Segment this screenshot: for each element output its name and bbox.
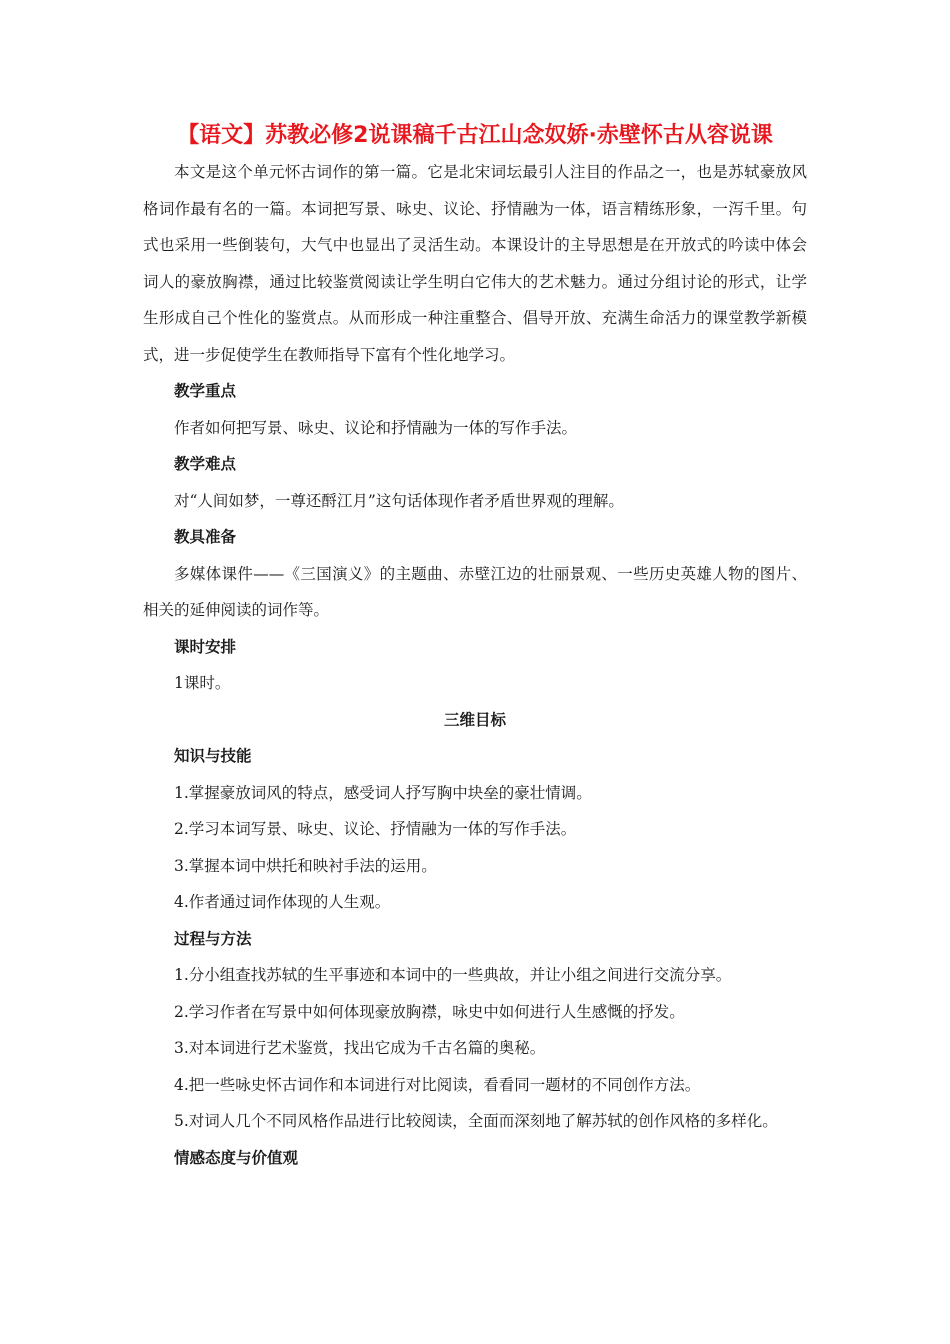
heading-key-points: 教学重点 xyxy=(174,382,237,400)
knowledge-item: 3.掌握本词中烘托和映衬手法的运用。 xyxy=(174,856,437,875)
process-item: 4.把一些咏史怀古词作和本词进行对比阅读，看看同一题材的不同创作方法。 xyxy=(174,1075,701,1094)
process-item: 2.学习作者在写景中如何体现豪放胸襟，咏史中如何进行人生感慨的抒发。 xyxy=(174,1002,685,1021)
heading-materials: 教具准备 xyxy=(174,528,237,546)
process-item: 3.对本词进行艺术鉴赏，找出它成为千古名篇的奥秘。 xyxy=(174,1039,546,1057)
knowledge-item: 2.学习本词写景、咏史、议论、抒情融为一体的写作手法。 xyxy=(174,820,577,838)
text-key-points: 作者如何把写景、咏史、议论和抒情融为一体的写作手法。 xyxy=(174,418,578,437)
process-item: 1.分小组查找苏轼的生平事迹和本词中的一些典故，并让小组之间进行交流分享。 xyxy=(174,966,732,984)
knowledge-item: 1.掌握豪放词风的特点，感受词人抒写胸中块垒的豪壮情调。 xyxy=(174,783,592,802)
document-page xyxy=(143,118,807,1176)
heading-attitude: 情感态度与价值观 xyxy=(174,1148,299,1167)
process-item: 5.对词人几个不同风格作品进行比较阅读，全面而深刻地了解苏轼的创作风格的多样化。 xyxy=(174,1112,778,1130)
heading-three-goals: 三维目标 xyxy=(443,710,506,729)
heading-knowledge: 知识与技能 xyxy=(174,747,252,765)
knowledge-item: 4.作者通过词作体现的人生观。 xyxy=(174,893,391,911)
text-schedule: 1课时。 xyxy=(174,674,231,692)
intro-paragraph: 本文是这个单元怀古词作的第一篇。它是北宋词坛最引人注目的作品之一，也是苏轼豪放风格词作最有名的一篇。本词把写景、咏史、议论、抒情融为一体，语言精练形象，一泻千里。句式也采用一些倒装句，大气中也显出了灵活生动。本课设计的主导思想是在开放式的吟读中体会词人的豪放胸襟，通过比较鉴赏阅读让学生明白它伟大的艺术魅力。通过分组讨论的形式，让学生形成自己个性化的鉴赏点。从而形成一种注重整合、倡导开放、充满生命活力的课堂教学新模式，进一步促使学生在教师指导下富有个性化地学习。 xyxy=(143,163,807,364)
heading-process: 过程与方法 xyxy=(174,929,252,948)
heading-schedule: 课时安排 xyxy=(174,637,237,656)
text-difficulties: 对“人间如梦，一尊还酹江月”这句话体现作者矛盾世界观的理解。 xyxy=(174,491,624,510)
heading-difficulties: 教学难点 xyxy=(174,455,237,473)
text-materials: 多媒体课件——《三国演义》的主题曲、赤壁江边的壮丽景观、一些历史英雄人物的图片、相关的延伸阅读的词作等。 xyxy=(143,564,807,619)
document-title: 【语文】苏教必修2说课稿千古江山念奴娇·赤壁怀古从容说课 xyxy=(177,123,773,148)
